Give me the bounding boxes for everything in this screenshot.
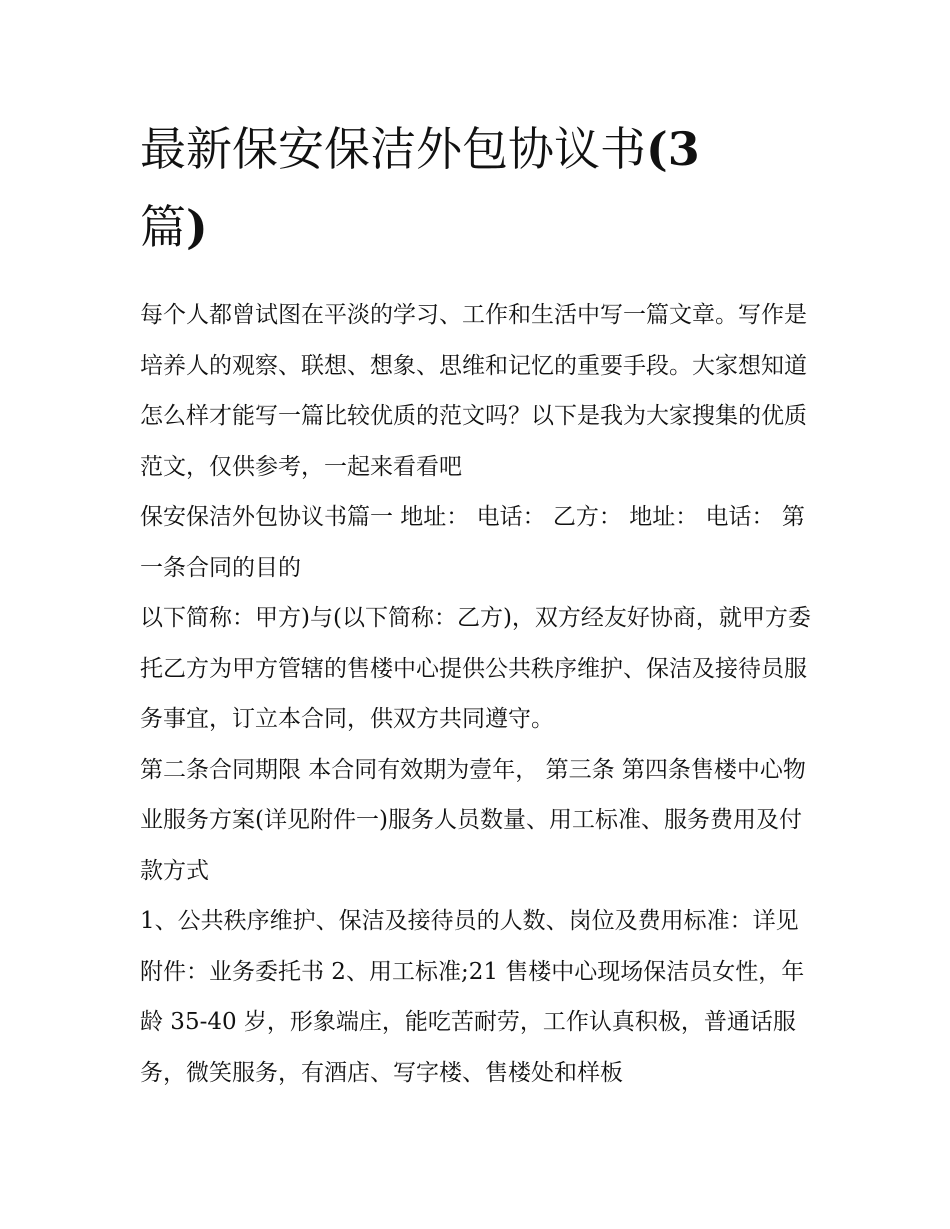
title-text-part1: 最新保安保洁外包协议书 — [140, 122, 646, 176]
paragraph-intro: 每个人都曾试图在平淡的学习、工作和生活中写一篇文章。写作是培养人的观察、联想、想象、思维和记忆的重要手段。大家想知道怎么样才能写一篇比较优质的范文吗？以下是我为大家搜集的优质范文，仅供参考，一起来看看吧 — [140, 302, 807, 480]
title-text-part2: (3 — [646, 122, 700, 176]
document-title — [140, 110, 815, 266]
document-page — [140, 110, 815, 1098]
paragraph-contract-purpose: 以下简称：甲方)与(以下简称：乙方)，双方经友好协商，就甲方委托乙方为甲方管辖的售楼中心提供公共秩序维护、保洁及接待员服务事宜，订立本合同，供双方共同遵守。 — [140, 605, 811, 732]
paragraph-contract-term: 第二条合同期限 本合同有效期为壹年， 第三条 第四条售楼中心物业服务方案(详见附件一)服务人员数量、用工标准、服务费用及付款方式 — [140, 756, 806, 884]
title-text-part4: ) — [186, 200, 208, 254]
title-text-part3: 篇 — [140, 200, 186, 254]
paragraph-staff-standards: 1、公共秩序维护、保洁及接待员的人数、岗位及费用标准：详见附件：业务委托书 2、用工标准;21 售楼中心现场保洁员女性，年龄 35-40 岁，形象端庄，能吃苦耐劳，工作认真积极，普通话服务，微笑服务，有酒店、写字楼、售楼处和样板 — [140, 908, 805, 1086]
paragraph-party-info: 保安保洁外包协议书篇一 地址： 电话： 乙方： 地址： 电话： 第一条合同的目的 — [140, 504, 805, 581]
